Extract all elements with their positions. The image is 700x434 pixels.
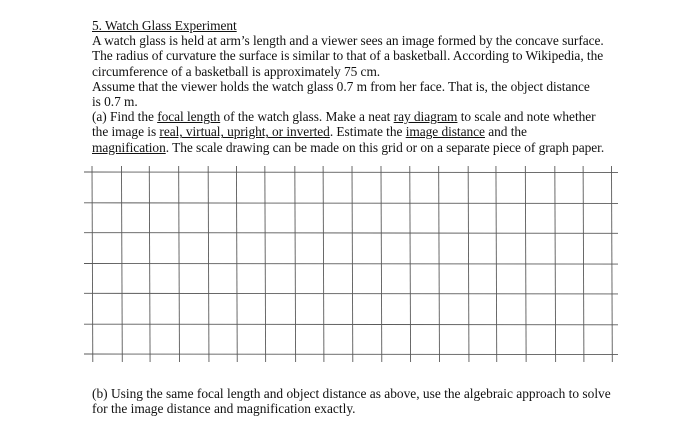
part-a-text: . Estimate the [329,124,406,140]
grid-horizontal-line [84,293,618,294]
grid-vertical-line [92,166,93,362]
part-a-line-1 [92,109,622,124]
part-a-text: the image is [92,124,160,140]
graph-grid[interactable] [84,164,618,364]
part-a-text: to scale and note whether [457,109,596,125]
grid-horizontal-line [84,203,618,204]
grid-horizontal-line [84,233,618,234]
ray-diagram-term: ray diagram [393,109,458,125]
part-a-text: . The scale drawing can be made on this grid or on a separate piece of graph paper. [165,139,605,155]
intro-line-5: is 0.7 m. [92,94,138,110]
grid-horizontal-line [84,324,618,325]
image-type-term: real, virtual, upright, or inverted [159,124,330,140]
part-a-text: of the watch glass. Make a neat [220,109,394,125]
grid-horizontal-line [84,172,618,173]
grid-vertical-line [121,166,122,362]
magnification-term: magnification [92,139,166,155]
part-a-line-3 [92,140,622,155]
part-a-line-2 [92,124,622,139]
focal-length-term: focal length [157,109,221,125]
intro-line-4: Assume that the viewer holds the watch glass 0.7 m from her face. That is, the object distance [92,78,590,94]
part-a-text: and the [484,124,527,140]
intro-line-2: The radius of curvature the surface is similar to that of a basketball. According to Wikipedia, the [92,48,604,64]
grid-horizontal-line [84,354,618,355]
problem-text [92,18,622,155]
part-b-line-1: (b) Using the same focal length and object distance as above, use the algebraic approach to solve [92,386,611,401]
intro-line-3: circumference of a basketball is approximately 75 cm. [92,63,381,79]
part-b-line-2: for the image distance and magnification exactly. [92,401,356,417]
grid-horizontal-line [84,264,618,265]
part-a-text: (a) Find the [92,109,158,125]
problem-heading: 5. Watch Glass Experiment [92,18,237,33]
graph-grid-lines [84,164,618,364]
image-distance-term: image distance [405,124,485,140]
intro-line-1: A watch glass is held at arm’s length and a viewer sees an image formed by the concave surface. [92,33,604,49]
part-b-text [92,386,632,416]
